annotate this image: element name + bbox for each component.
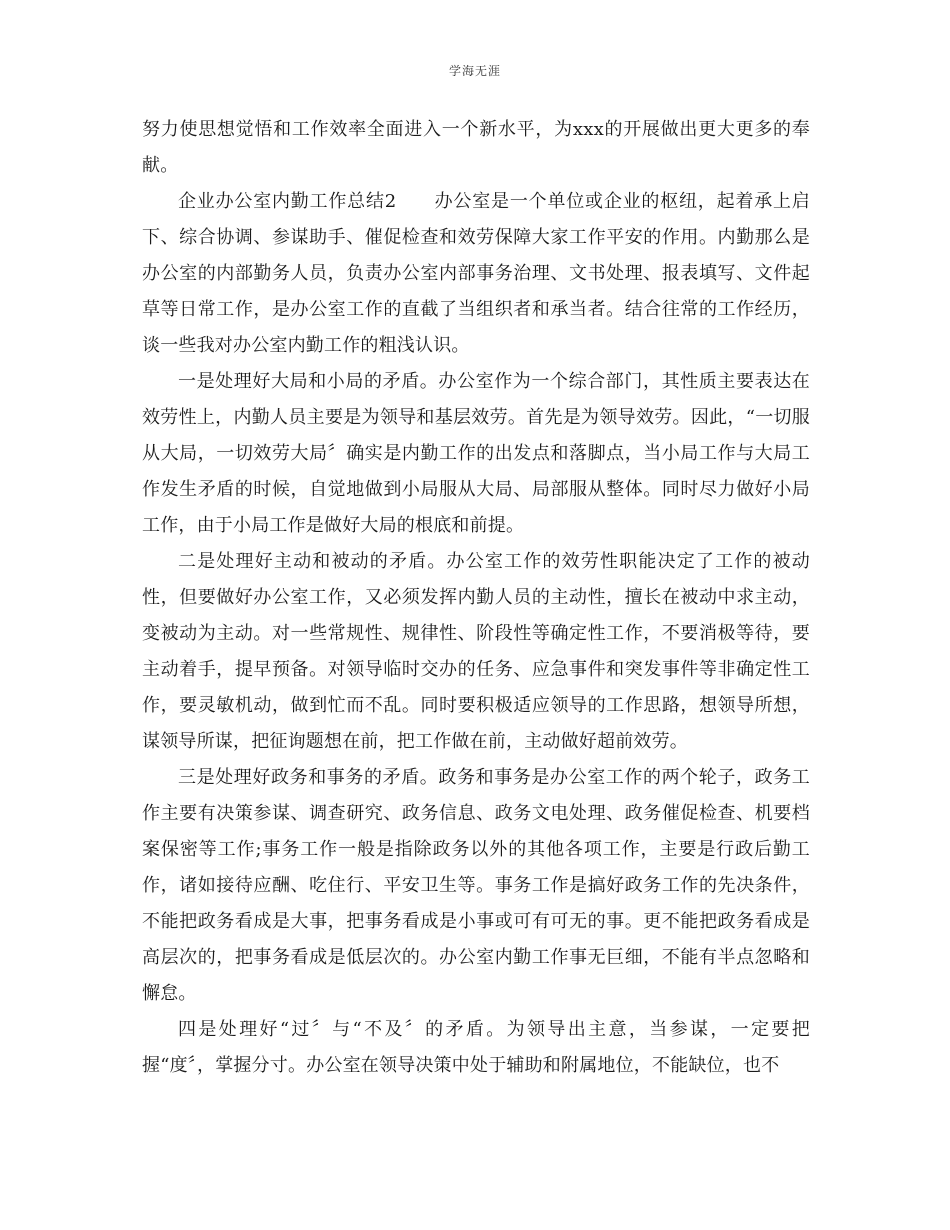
paragraph-intro: 企业办公室内勤工作总结2 办公室是一个单位或企业的枢纽，起着承上启下、综合协调、参谋助手、催促检查和效劳保障大家工作平安的作用。内勤那么是办公室的内部勤务人员，负责办公室内部事务治理、文书处理、报表填写、文件起草等日常工作，是办公室工作的直截了当组织者和承当者。结合往常的工作经历，谈一些我对办公室内勤工作的粗浅认识。	[142, 191, 810, 356]
paragraph-point-4: 四是处理好“过〞与“不及〞的矛盾。为领导出主意，当参谋，一定要把握“度〞，掌握分寸。办公室在领导决策中处于辅助和附属地位，不能缺位，也不	[142, 1019, 810, 1076]
paragraph-point-3: 三是处理好政务和事务的矛盾。政务和事务是办公室工作的两个轮子，政务工作主要有决策参谋、调查研究、政务信息、政务文电处理、政务催促检查、机要档案保密等工作;事务工作一般是指除政务以外的其他各项工作，主要是行政后勤工作，诸如接待应酬、吃住行、平安卫生等。事务工作是搞好政务工作的先决条件，不能把政务看成是大事，把事务看成是小事或可有可无的事。更不能把政务看成是高层次的，把事务看成是低层次的。办公室内勤工作事无巨细，不能有半点忽略和懈怠。	[142, 767, 810, 1004]
paragraph-point-1: 一是处理好大局和小局的矛盾。办公室作为一个综合部门，其性质主要表达在效劳性上，内勤人员主要是为领导和基层效劳。首先是为领导效劳。因此，“一切服从大局，一切效劳大局〞确实是内勤工作的出发点和落脚点，当小局工作与大局工作发生矛盾的时候，自觉地做到小局服从大局、局部服从整体。同时尽力做好小局工作，由于小局工作是做好大局的根底和前提。	[142, 371, 810, 536]
paragraph-point-2: 二是处理好主动和被动的矛盾。办公室工作的效劳性职能决定了工作的被动性，但要做好办公室工作，又必须发挥内勤人员的主动性，擅长在被动中求主动，变被动为主动。对一些常规性、规律性、阶段性等确定性工作，不要消极等待，要主动着手，提早预备。对领导临时交办的任务、应急事件和突发事件等非确定性工作，要灵敏机动，做到忙而不乱。同时要积极适应领导的工作思路，想领导所想，谋领导所谋，把征询题想在前，把工作做在前，主动做好超前效劳。	[142, 551, 810, 752]
paragraph-continuation: 努力使思想觉悟和工作效率全面进入一个新水平，为xxx的开展做出更大更多的奉献。	[142, 119, 810, 176]
page-header: 学海无涯	[448, 64, 501, 78]
document-body	[142, 112, 810, 1084]
